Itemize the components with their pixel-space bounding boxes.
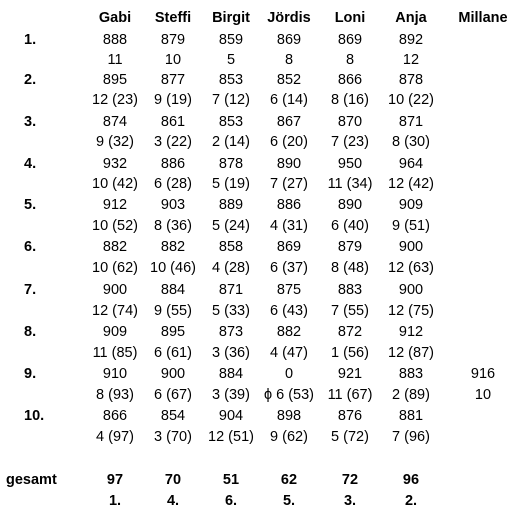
score-cell: 881 [398, 408, 424, 424]
score-cell [448, 154, 518, 174]
total-label: gesamt [6, 472, 57, 488]
column-header-birgit: Birgit [212, 10, 250, 26]
score-cell: 853 [218, 72, 244, 88]
total-cell: 62 [280, 472, 298, 488]
points-cell: 8 [345, 52, 355, 68]
points-cell: 9 (19) [154, 92, 192, 108]
points-cell: 6 (28) [154, 176, 192, 192]
points-cell: 8 (30) [392, 134, 430, 150]
score-cell: 866 [102, 408, 128, 424]
score-cell: 883 [398, 366, 424, 382]
points-cell: 6 (37) [270, 260, 308, 276]
score-cell: 916 [470, 366, 496, 382]
total-cell: 72 [341, 472, 359, 488]
score-cell: 876 [337, 408, 363, 424]
points-cell: 11 (85) [92, 345, 138, 361]
points-cell: 9 (55) [154, 303, 192, 319]
round-points-row [0, 50, 520, 70]
points-cell: 12 (87) [388, 345, 434, 361]
score-cell: 869 [276, 32, 302, 48]
points-cell: 7 (96) [392, 429, 430, 445]
points-cell: 9 (51) [392, 218, 430, 234]
points-cell: 9 (32) [96, 134, 134, 150]
score-cell: 912 [398, 324, 424, 340]
score-cell: 0 [284, 366, 294, 382]
score-cell: 909 [102, 324, 128, 340]
points-cell [448, 301, 518, 321]
total-cell: 97 [106, 472, 124, 488]
points-cell: 11 [107, 52, 123, 68]
points-cell: 6 (20) [270, 134, 308, 150]
rank-cell: 4. [166, 493, 180, 509]
score-cell: 875 [276, 282, 302, 298]
points-cell: 4 (31) [270, 218, 308, 234]
score-cell: 870 [337, 114, 363, 130]
score-cell: 900 [160, 366, 186, 382]
round-label: 6. [24, 239, 37, 255]
points-cell: 3 (36) [212, 345, 250, 361]
points-cell [448, 343, 518, 363]
score-cell: 910 [102, 366, 128, 382]
round-points-row [0, 343, 520, 363]
header-row [0, 8, 520, 28]
score-cell: 904 [218, 408, 244, 424]
round-score-row [0, 195, 520, 215]
score-cell [448, 112, 518, 132]
round-points-row [0, 301, 520, 321]
score-cell: 879 [160, 32, 186, 48]
score-cell [448, 30, 518, 50]
score-cell: 866 [337, 72, 363, 88]
rank-row [0, 491, 520, 511]
score-cell: 884 [218, 366, 244, 382]
score-cell [448, 406, 518, 426]
round-label: 2. [24, 72, 37, 88]
score-cell: 853 [218, 114, 244, 130]
points-cell: 6 (67) [154, 387, 192, 403]
rank-cell: 2. [404, 493, 418, 509]
points-cell: 9 (62) [270, 429, 308, 445]
score-cell: 859 [218, 32, 244, 48]
points-cell: 5 (33) [212, 303, 250, 319]
points-cell: 5 [226, 52, 236, 68]
round-label: 1. [24, 32, 37, 48]
rank-cell: 3. [343, 493, 357, 509]
points-cell: 6 (43) [270, 303, 308, 319]
round-score-row [0, 406, 520, 426]
score-cell: 950 [337, 156, 363, 172]
points-cell: 6 (61) [154, 345, 192, 361]
round-points-row [0, 174, 520, 194]
score-cell: 878 [218, 156, 244, 172]
round-score-row [0, 112, 520, 132]
score-cell: 879 [337, 239, 363, 255]
score-cell: 895 [160, 324, 186, 340]
points-cell [448, 427, 518, 447]
round-label: 9. [24, 366, 37, 382]
round-label: 3. [24, 114, 37, 130]
score-cell: 877 [160, 72, 186, 88]
round-label: 10. [24, 408, 45, 424]
score-cell: 900 [398, 239, 424, 255]
score-cell: 886 [276, 197, 302, 213]
rank-cell: 6. [224, 493, 238, 509]
round-label: 5. [24, 197, 37, 213]
points-cell: 3 (70) [154, 429, 192, 445]
points-cell: 12 (74) [92, 303, 138, 319]
points-cell: 10 (22) [388, 92, 434, 108]
points-cell: 3 (22) [154, 134, 192, 150]
points-cell: 10 (46) [150, 260, 196, 276]
round-points-row [0, 427, 520, 447]
points-cell: 6 (14) [270, 92, 308, 108]
score-cell: 890 [276, 156, 302, 172]
score-cell: 871 [398, 114, 424, 130]
round-label: 4. [24, 156, 37, 172]
score-cell [448, 322, 518, 342]
points-cell: 11 (67) [327, 387, 373, 403]
score-cell: 869 [276, 239, 302, 255]
column-header-anja: Anja [395, 10, 427, 26]
points-cell: 5 (24) [212, 218, 250, 234]
total-cell: 96 [402, 472, 420, 488]
score-cell: 858 [218, 239, 244, 255]
points-cell: 10 [164, 52, 182, 68]
column-header-millane: Millane [458, 10, 508, 26]
score-cell: 852 [276, 72, 302, 88]
score-cell: 873 [218, 324, 244, 340]
points-cell [448, 258, 518, 278]
points-cell: 7 (27) [270, 176, 308, 192]
score-cell: 884 [160, 282, 186, 298]
score-cell: 898 [276, 408, 302, 424]
column-header-steffi: Steffi [154, 10, 192, 26]
round-points-row [0, 258, 520, 278]
rank-cell: 1. [108, 493, 122, 509]
points-cell [448, 90, 518, 110]
points-cell [448, 132, 518, 152]
points-cell: 12 [402, 52, 420, 68]
points-cell: 4 (97) [96, 429, 134, 445]
rank-cell: 5. [282, 493, 296, 509]
round-score-row [0, 364, 520, 384]
score-cell: 878 [398, 72, 424, 88]
points-cell: 3 (39) [212, 387, 250, 403]
column-header-loni: Loni [334, 10, 366, 26]
points-cell: 8 (36) [154, 218, 192, 234]
score-cell: 882 [160, 239, 186, 255]
points-cell: 7 (12) [212, 92, 250, 108]
score-cell: 921 [337, 366, 363, 382]
score-cell: 867 [276, 114, 302, 130]
points-cell: 8 (93) [96, 387, 134, 403]
points-cell: 7 (23) [331, 134, 369, 150]
points-cell: 12 (42) [388, 176, 434, 192]
points-cell: 6 (40) [331, 218, 369, 234]
round-score-row [0, 70, 520, 90]
points-cell [448, 216, 518, 236]
round-score-row [0, 154, 520, 174]
score-cell [448, 195, 518, 215]
score-cell [448, 237, 518, 257]
total-cell: 70 [164, 472, 182, 488]
points-cell [448, 50, 518, 70]
points-cell: 4 (28) [212, 260, 250, 276]
score-cell: 892 [398, 32, 424, 48]
round-score-row [0, 237, 520, 257]
score-cell: 912 [102, 197, 128, 213]
score-cell: 874 [102, 114, 128, 130]
round-points-row [0, 132, 520, 152]
round-label: 8. [24, 324, 37, 340]
points-cell: 10 (42) [92, 176, 138, 192]
score-cell: 886 [160, 156, 186, 172]
score-cell: 890 [337, 197, 363, 213]
points-cell: 7 (55) [331, 303, 369, 319]
score-cell: 861 [160, 114, 186, 130]
round-label: 7. [24, 282, 37, 298]
round-score-row [0, 322, 520, 342]
points-cell: 11 (34) [327, 176, 373, 192]
points-cell: 8 [284, 52, 294, 68]
points-cell: 12 (63) [388, 260, 434, 276]
round-points-row [0, 90, 520, 110]
points-cell: 10 [474, 387, 492, 403]
score-cell: 900 [398, 282, 424, 298]
points-cell: 5 (19) [212, 176, 250, 192]
score-cell: 882 [102, 239, 128, 255]
score-cell: 871 [218, 282, 244, 298]
column-header-gabi: Gabi [98, 10, 132, 26]
score-cell: 882 [276, 324, 302, 340]
round-score-row [0, 30, 520, 50]
score-cell: 895 [102, 72, 128, 88]
points-cell: ϕ 6 (53) [263, 387, 315, 403]
score-cell: 900 [102, 282, 128, 298]
points-cell: 2 (89) [392, 387, 430, 403]
round-score-row [0, 280, 520, 300]
score-cell: 854 [160, 408, 186, 424]
score-cell: 889 [218, 197, 244, 213]
points-cell: 12 (51) [208, 429, 254, 445]
points-cell: 12 (75) [388, 303, 434, 319]
points-cell: 2 (14) [212, 134, 250, 150]
column-header-joerdis: Jördis [267, 10, 311, 26]
score-cell: 903 [160, 197, 186, 213]
round-points-row [0, 385, 520, 405]
score-cell: 964 [398, 156, 424, 172]
score-cell: 869 [337, 32, 363, 48]
score-cell: 888 [102, 32, 128, 48]
points-cell: 1 (56) [331, 345, 369, 361]
points-cell [448, 174, 518, 194]
points-cell: 12 (23) [92, 92, 138, 108]
points-cell: 5 (72) [331, 429, 369, 445]
points-cell: 10 (62) [92, 260, 138, 276]
score-cell: 883 [337, 282, 363, 298]
points-cell: 8 (48) [331, 260, 369, 276]
points-cell: 8 (16) [331, 92, 369, 108]
score-cell: 872 [337, 324, 363, 340]
points-cell: 4 (47) [270, 345, 308, 361]
score-cell: 909 [398, 197, 424, 213]
round-points-row [0, 216, 520, 236]
total-row [0, 470, 520, 490]
score-cell [448, 70, 518, 90]
score-cell [448, 280, 518, 300]
total-cell: 51 [222, 472, 240, 488]
points-cell: 10 (52) [92, 218, 138, 234]
score-cell: 932 [102, 156, 128, 172]
